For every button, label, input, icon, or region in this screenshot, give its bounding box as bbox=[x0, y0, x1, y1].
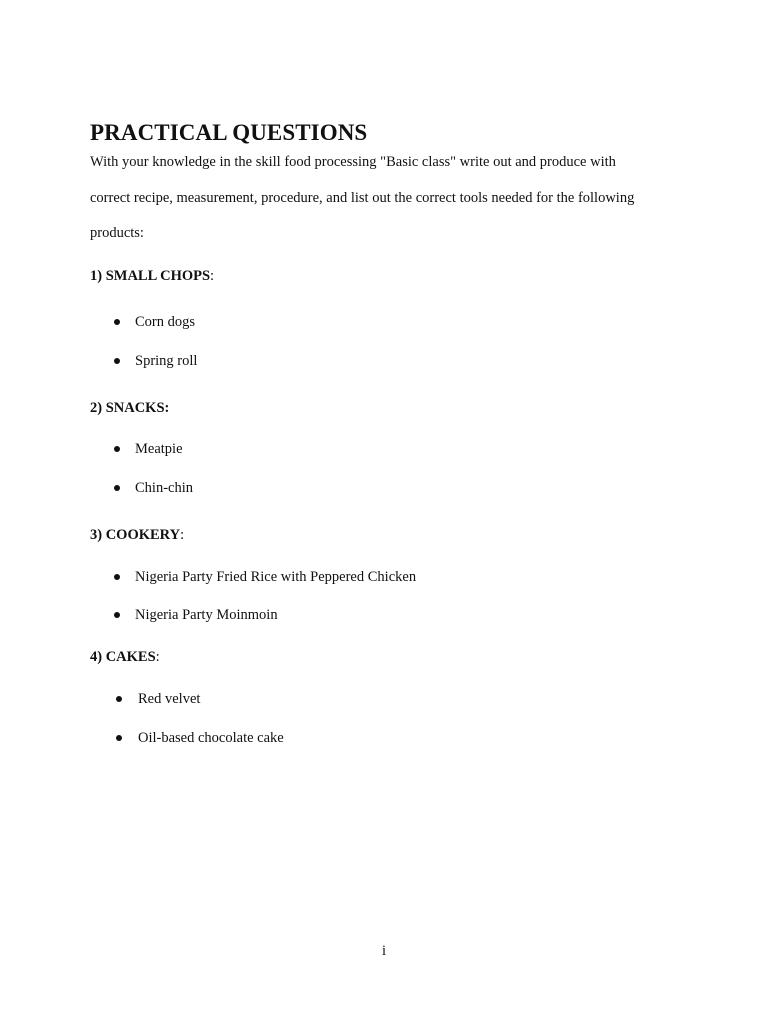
section-heading-suffix: : bbox=[180, 527, 185, 543]
section-heading-suffix: : bbox=[155, 649, 160, 665]
list-item: Spring roll bbox=[135, 353, 198, 369]
bullet-icon bbox=[114, 485, 120, 491]
intro-line: products: bbox=[90, 225, 144, 241]
section-heading-cookery bbox=[90, 525, 184, 545]
section-heading-label: 4) CAKES bbox=[90, 649, 156, 665]
section-heading-cakes bbox=[90, 647, 160, 667]
bullet-icon bbox=[116, 735, 122, 741]
bullet-icon bbox=[114, 612, 120, 618]
bullet-icon bbox=[116, 696, 122, 702]
section-heading-snacks bbox=[90, 398, 169, 418]
list-item: Red velvet bbox=[138, 691, 201, 707]
section-heading-label: 1) SMALL CHOPS bbox=[90, 268, 211, 284]
bullet-icon bbox=[114, 446, 120, 452]
list-item: Meatpie bbox=[135, 441, 183, 457]
page-number: i bbox=[381, 943, 387, 959]
list-item: Chin-chin bbox=[135, 480, 193, 496]
intro-paragraph bbox=[90, 145, 690, 252]
list-item: Nigeria Party Moinmoin bbox=[135, 607, 278, 623]
section-heading-small-chops bbox=[90, 266, 214, 286]
page-title: PRACTICAL QUESTIONS bbox=[90, 120, 368, 145]
bullet-icon bbox=[114, 574, 120, 580]
section-heading-label: 2) SNACKS: bbox=[90, 400, 170, 416]
intro-line: With your knowledge in the skill food processing "Basic class" write out and produce with bbox=[90, 154, 616, 170]
list-item: Oil-based chocolate cake bbox=[138, 730, 284, 746]
list-item: Nigeria Party Fried Rice with Peppered Chicken bbox=[135, 569, 417, 585]
section-heading-suffix: : bbox=[210, 268, 215, 284]
bullet-icon bbox=[114, 358, 120, 364]
section-heading-label: 3) COOKERY bbox=[90, 527, 181, 543]
bullet-icon bbox=[114, 319, 120, 325]
list-item: Corn dogs bbox=[135, 314, 196, 330]
intro-line: correct recipe, measurement, procedure, and list out the correct tools needed for the following bbox=[90, 189, 635, 206]
